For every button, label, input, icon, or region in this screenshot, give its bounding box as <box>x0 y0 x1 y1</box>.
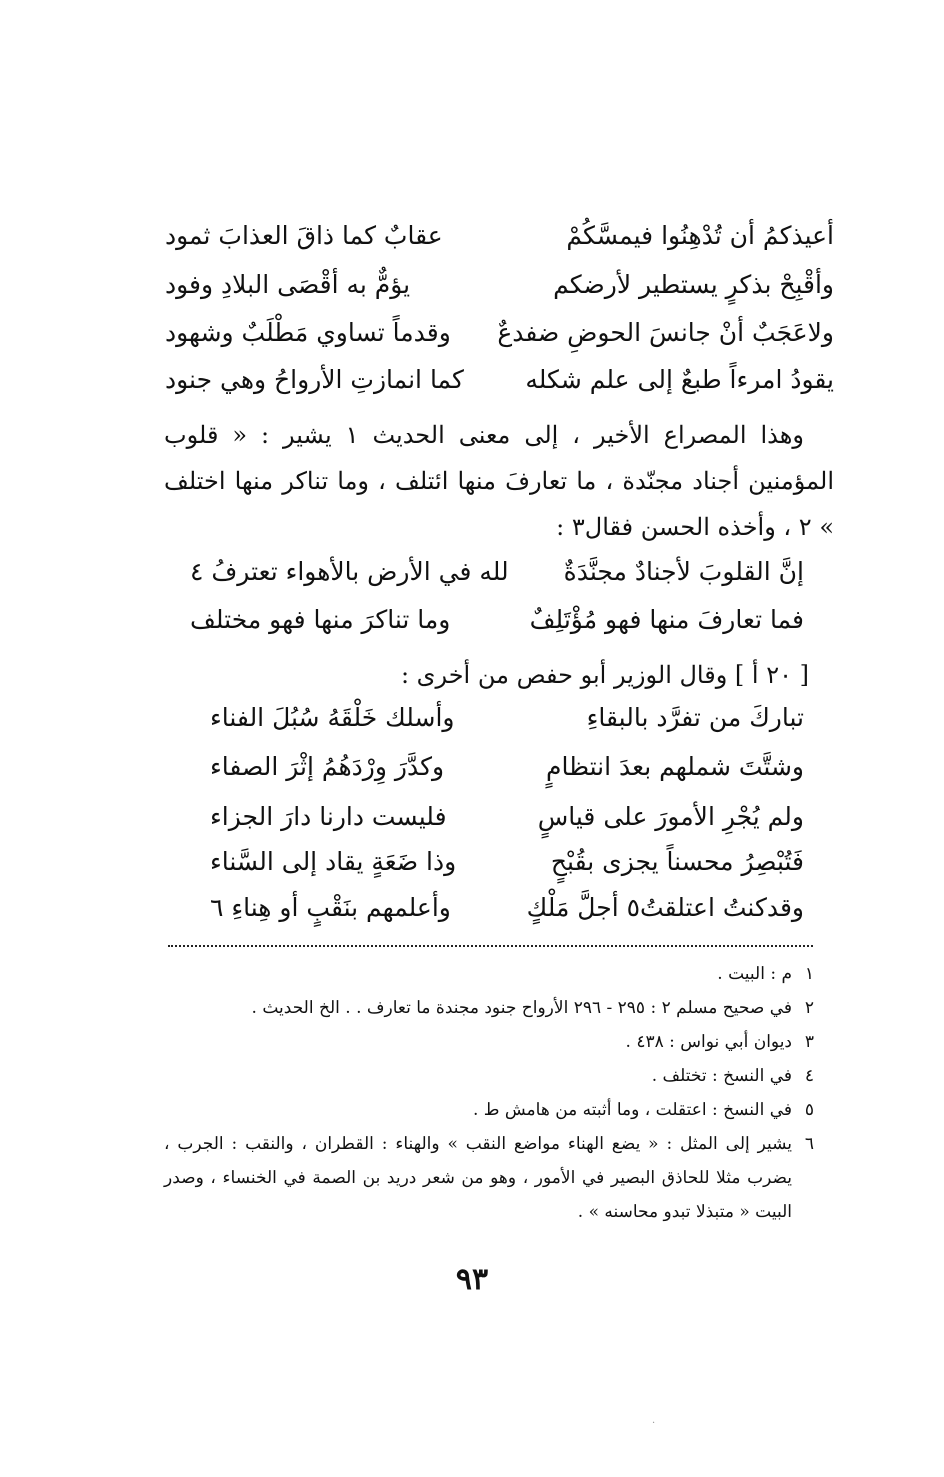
verse-first-hemistich: ولم يُجْرِ الأمورَ على قياسٍ <box>537 802 804 831</box>
poem3-verse-1 <box>0 694 944 742</box>
verse-first-hemistich: فَتُبْصِرُ محسناً يجزى بقُبْحٍ <box>550 847 804 876</box>
verse-first-hemistich: وأقْبِحْ بذكرٍ يستطير لأرضكم <box>553 270 834 299</box>
verse-first-hemistich: فما تعارفَ منها فهو مُؤْتَلِفٌ <box>529 605 804 634</box>
poem3-intro: [ ٢٠ أ ] وقال الوزير أبو حفص من أخرى : <box>400 661 809 689</box>
footnote-text: يشير إلى المثل : « يضع الهناء مواضع النقب » والهناء : القطران ، والنقب : الجرب ، يضرب مثلا للحاذق البصير في الأمور ، وهو من شعر دريد بن الصمة في الخنساء ، وصدر البيت « متبذلا تبدو محاسنه » . <box>164 1134 792 1222</box>
footnote <box>164 957 814 991</box>
footnote-number: ٤ <box>804 1066 814 1086</box>
verse-second-hemistich: كما انمازتِ الأرواحُ وهي جنود <box>165 365 464 394</box>
poem3-verse-4 <box>0 838 944 886</box>
verse-second-hemistich: وذا ضَعَةٍ يقاد إلى السَّناء <box>210 847 457 876</box>
footnote-number: ١ <box>804 964 814 984</box>
footnote-text: في صحيح مسلم ٢ : ٢٩٥ - ٢٩٦ الأرواح جنود مجندة ما تعارف . . الخ الحديث . <box>251 998 792 1018</box>
verse-second-hemistich: لله في الأرض بالأهواء تعترفُ ٤ <box>190 557 509 586</box>
verse-second-hemistich: يؤمٌّ به أقْصَى البلادِ وفود <box>165 270 411 299</box>
poem3-verse-3 <box>0 793 944 841</box>
poem2-verse-2 <box>0 596 944 644</box>
verse-second-hemistich: وأعلمهم بنَقْبٍ أو هِناءِ ٦ <box>210 893 451 922</box>
verse-second-hemistich: وما تناكرَ منها فهو مختلف <box>190 605 451 634</box>
poem3-verse-5 <box>0 884 944 932</box>
footnote-separator <box>168 945 813 947</box>
footnote <box>164 1025 814 1059</box>
verse-first-hemistich: ولاعَجَبٌ أنْ جانسَ الحوضِ ضفدعٌ <box>497 318 834 347</box>
verse-first-hemistich: يقودُ امرءاً طبعٌ إلى علم شكله <box>525 365 834 394</box>
verse-second-hemistich: عقابٌ كما ذاقَ العذابَ ثمود <box>165 221 443 250</box>
footnote <box>164 1059 814 1093</box>
poem3-verse-2 <box>0 743 944 791</box>
verse-second-hemistich: وقدماً تساوي مَطْلَبٌ وشهود <box>165 318 451 347</box>
verse-first-hemistich: تباركَ من تفرَّد بالبقاءِ <box>586 703 804 732</box>
footnote <box>164 1093 814 1127</box>
prose-text: وهذا المصراع الأخير ، إلى معنى الحديث ١ يشير : « قلوب المؤمنين أجناد مجنّدة ، ما تعارفَ منها ائتلف ، وما تناكر منها اختلف » ٢ ، وأخذه الحسن فقال٣ : <box>164 421 834 541</box>
verse-second-hemistich: فليست دارنا دارَ الجزاء <box>210 802 447 831</box>
verse-first-hemistich: أعيذكمُ أن تُدْهِنُوا فيمسَّكُمْ <box>566 221 834 250</box>
scan-speck: · <box>652 1418 656 1429</box>
verse-second-hemistich: وأسلك خَلْقَهُ سُبُلَ الفناء <box>210 703 455 732</box>
poem1-verse-2 <box>0 261 944 309</box>
footnote-number: ٣ <box>804 1032 814 1052</box>
verse-first-hemistich: إنَّ القلوبَ لأجنادٌ مجنَّدَةٌ <box>563 557 804 586</box>
footnote-number: ٥ <box>804 1100 814 1120</box>
footnotes <box>164 957 814 1229</box>
footnote-text: ديوان أبي نواس : ٤٣٨ . <box>625 1032 792 1052</box>
footnote <box>164 991 814 1025</box>
prose-paragraph <box>164 412 834 550</box>
footnote-text: في النسخ : اعتقلت ، وما أثبته من هامش ط . <box>472 1100 792 1120</box>
page-number: ٩٣ <box>455 1262 489 1297</box>
poem1-verse-3 <box>0 309 944 357</box>
poem1-verse-4 <box>0 356 944 404</box>
verse-first-hemistich: وقدكنتُ اعتلقتُ٥ أجلَّ مَلْكٍ <box>526 893 804 922</box>
poem1-verse-1 <box>0 212 944 260</box>
poem2-verse-1 <box>0 548 944 596</box>
verse-first-hemistich: وشتَّتَ شملهم بعدَ انتظامٍ <box>546 752 804 781</box>
footnote <box>164 1127 814 1229</box>
verse-second-hemistich: وكدَّرَ وِرْدَهُمُ إثْرَ الصفاء <box>210 752 445 781</box>
footnote-number: ٢ <box>804 998 814 1018</box>
footnote-text: م : البيت . <box>717 964 792 984</box>
footnote-number: ٦ <box>804 1134 814 1154</box>
footnote-text: في النسخ : تختلف . <box>651 1066 792 1086</box>
